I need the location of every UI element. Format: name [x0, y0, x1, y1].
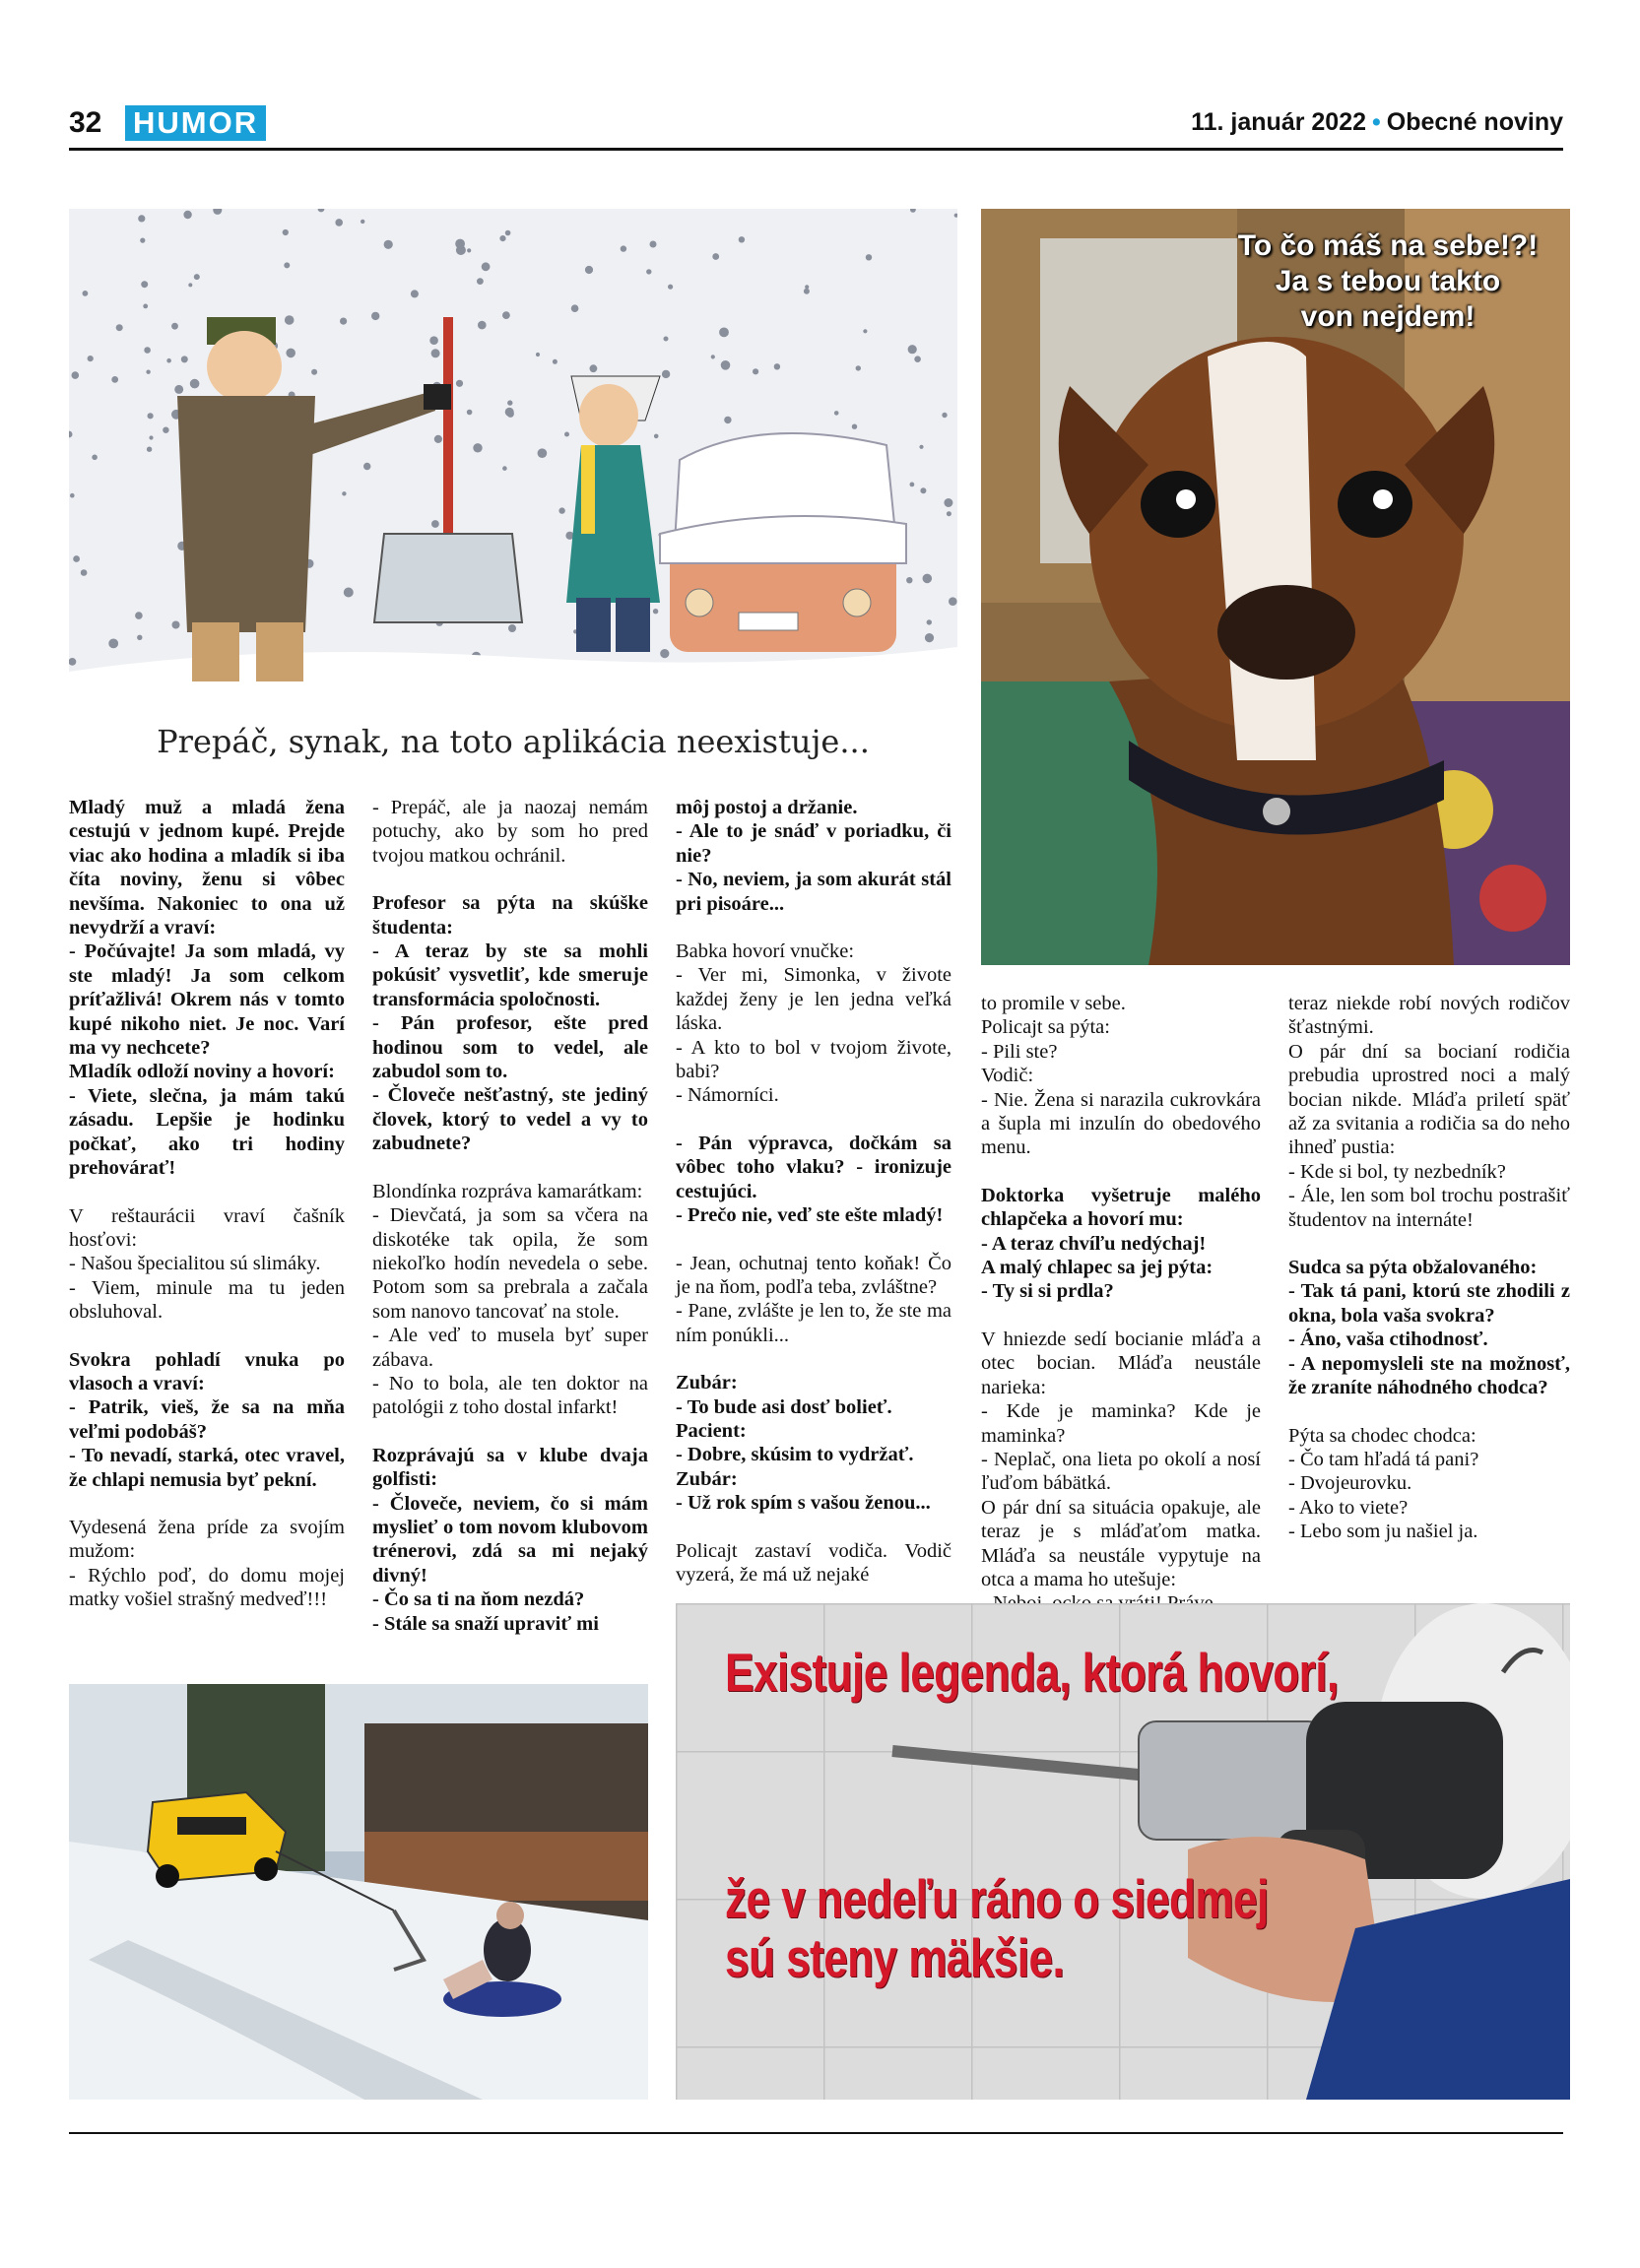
snowflake	[863, 329, 867, 333]
joke-line: O pár dní sa bocianí rodičia prebudia uprostred noci a malý bocian nikde. Mláďa priletí späť až za svitania a rodičia sa do neho ihneď pustia:	[1288, 1040, 1570, 1159]
joke-line: - Ako to viete?	[1288, 1496, 1409, 1519]
snowflake	[342, 491, 346, 495]
joke-line: - Pili ste?	[981, 1040, 1058, 1063]
snowflake	[536, 353, 540, 356]
snowflake	[927, 619, 932, 624]
drill-caption-line-2: že v nedeľu ráno o siedmej	[725, 1869, 1269, 1930]
snowflake	[363, 463, 370, 470]
snowflake	[81, 569, 88, 576]
dog-caption-line-3: von nejdem!	[1300, 300, 1476, 333]
snowflake	[166, 358, 171, 363]
text-column-1	[69, 796, 345, 1636]
joke-line: - To nevadí, starká, otec vravel, že chlapi nemusia byť pekní.	[69, 1445, 345, 1491]
snowflake	[923, 574, 933, 584]
snowflake	[135, 612, 143, 619]
sleigh-photo	[69, 1684, 648, 2100]
snowflake	[654, 434, 659, 439]
snowflake	[284, 262, 290, 268]
snowflake	[286, 349, 295, 358]
snowflake	[283, 229, 289, 235]
joke-paragraph	[676, 1371, 951, 1515]
joke-line: - Kde je maminka? Kde je maminka?	[981, 1400, 1261, 1447]
joke-paragraph	[1288, 1424, 1570, 1544]
joke-line: - Človeče, neviem, čo si mám myslieť o tom novom klubovom trénerovi, zdá sa mi nejaký divný!	[372, 1492, 648, 1587]
joke-line: - Dvojeurovku.	[1288, 1472, 1412, 1495]
joke-line: - Ale veď to musela byť super zábava.	[372, 1325, 648, 1371]
snowflake	[925, 633, 934, 642]
joke-paragraph	[676, 1132, 951, 1228]
joke-line: môj postoj a držanie.	[676, 797, 858, 818]
publication-name: Obecné noviny	[1386, 108, 1563, 136]
snowflake	[711, 355, 715, 358]
text-column-3	[676, 796, 951, 1610]
snowflake	[172, 621, 180, 629]
snowflake	[174, 385, 183, 394]
snowflake	[942, 413, 947, 418]
sleigh-photo-illustration	[69, 1684, 648, 2100]
joke-line: - Pán výpravca, dočkám sa vôbec toho vlaku? - ironizuje cestujúci.	[676, 1132, 951, 1202]
joke-line: - A nepomysleli ste na možnosť, že zraníte náhodného chodca?	[1288, 1352, 1570, 1399]
snowflake	[558, 507, 564, 513]
footer-rule	[69, 2132, 1563, 2134]
joke-line: - Prepáč, ale ja naozaj nemám potuchy, ako by som ho pred tvojou matkou ochránil.	[372, 797, 648, 867]
snowflake	[88, 356, 94, 361]
joke-line: Policajt sa pýta:	[981, 1016, 1110, 1039]
drill-caption-line-1: Existuje legenda, ktorá hovorí,	[725, 1643, 1339, 1704]
snowflake	[384, 240, 393, 249]
joke-line: - Počúvajte! Ja som mladá, vy ste mladý! Ja som celkom príťažlivá! Okrem nás v tomto kupé nikoho niet. Je noc. Varí ma vy nechcete?	[69, 940, 345, 1060]
snow-cartoon-illustration	[69, 209, 957, 778]
joke-line: V reštaurácii vraví čašník hosťovi:	[69, 1204, 345, 1251]
joke-line: - A kto to bol v tvojom živote, babi?	[676, 1036, 951, 1083]
snowflake	[434, 435, 442, 443]
joke-paragraph	[981, 992, 1261, 1160]
joke-line: - Rýchlo poď, do domu mojej matky vošiel strašný medveď!!!	[69, 1564, 345, 1611]
snowflake	[505, 230, 511, 236]
snowflake	[146, 370, 150, 374]
dog-caption	[1225, 228, 1550, 335]
snowflake	[664, 337, 669, 342]
snowflake	[866, 254, 872, 260]
snowflake	[856, 365, 861, 370]
joke-line: - Ale to je snáď v poriadku, či nie?	[676, 820, 951, 867]
joke-line: - A teraz chvíľu nedýchaj!	[981, 1232, 1207, 1255]
joke-line: Doktorka vyšetruje malého chlapčeka a hovorí mu:	[981, 1184, 1261, 1231]
cartoon-caption: Prepáč, synak, na toto aplikácia neexistuje...	[157, 723, 870, 760]
snowflake	[571, 304, 579, 312]
dog-caption-line-2: Ja s tebou takto	[1275, 265, 1501, 297]
section-label: HUMOR	[125, 105, 266, 141]
snowflake	[719, 328, 729, 338]
joke-line: - Pán profesor, ešte pred hodinou som to vedel, ale zabudol som to.	[372, 1012, 648, 1083]
joke-paragraph	[69, 1516, 345, 1612]
snowflake	[949, 597, 957, 606]
snowflake	[311, 369, 317, 375]
joke-line: - Pane, zvlášte je len to, že ste ma ním ponúkli...	[676, 1300, 951, 1346]
joke-line: - Nie. Žena si narazila cukrovkára a šupla mi inzulín do obedového menu.	[981, 1088, 1261, 1159]
snowflake	[188, 283, 192, 287]
joke-paragraph	[372, 796, 648, 868]
snowflake	[83, 291, 89, 296]
joke-line: Mladý muž a mladá žena cestujú v jednom kupé. Prejde viac ako hodina a mladík si iba číta noviny, ženu si vôbec nevšíma. Nakoniec to ona už nevydrží a vraví:	[69, 797, 345, 940]
snowflake	[739, 236, 745, 242]
snowflake	[585, 266, 593, 274]
snowflake	[149, 435, 153, 439]
snowflake	[116, 324, 123, 331]
snowflake	[721, 360, 731, 370]
snowflake	[906, 577, 912, 583]
joke-line: - Viem, minule ma tu jeden obsluhoval.	[69, 1276, 345, 1324]
joke-line: Mladík odloží noviny a hovorí:	[69, 1061, 335, 1083]
snowflake	[920, 487, 926, 493]
snowflake	[564, 432, 569, 437]
snowflake	[553, 359, 558, 364]
snowflake	[467, 410, 473, 416]
joke-paragraph	[372, 891, 648, 1155]
snowflake	[181, 356, 188, 362]
snowflake	[502, 466, 507, 471]
snowflake	[144, 347, 151, 354]
snowflake	[467, 248, 471, 252]
joke-line: Vodič:	[981, 1065, 1034, 1087]
joke-paragraph	[69, 1204, 345, 1325]
joke-line: Svokra pohladí vnuka po vlasoch a vraví:	[69, 1348, 345, 1394]
snowflake	[805, 285, 809, 289]
joke-line: - No, neviem, ja som akurát stál pri pisoáre...	[676, 869, 951, 915]
joke-line: A malý chlapec sa jej pýta:	[981, 1257, 1214, 1279]
snowflake	[919, 445, 923, 449]
snowflake	[473, 443, 482, 452]
joke-line: - Človeče nešťastný, ste jediný človek, ktorý to vedel a vy to zabudnete?	[372, 1084, 648, 1155]
snowflake	[499, 235, 505, 241]
snowflake	[502, 311, 510, 319]
snowflake	[662, 370, 670, 378]
snowflake	[137, 635, 142, 640]
joke-line: - Čo sa ti na ňom nezdá?	[372, 1588, 585, 1611]
snowflake	[910, 483, 915, 487]
snowflake	[431, 349, 440, 357]
joke-line: O pár dní sa situácia opakuje, ale teraz je s mláďaťom matka. Mláďa sa neustále vypytuje na otca a mama ho utešuje:	[981, 1496, 1261, 1590]
snowflake	[344, 588, 354, 598]
snowflake	[140, 238, 145, 243]
joke-line: - Našou špecialitou sú slimáky.	[69, 1253, 321, 1275]
joke-line: - Áno, vaša ctihodnosť.	[1288, 1328, 1488, 1351]
joke-line: - Stále sa snaží upraviť mi	[372, 1612, 599, 1635]
joke-line: - Kde si bol, ty nezbedník?	[1288, 1160, 1506, 1183]
joke-paragraph	[676, 1252, 951, 1348]
joke-line: Rozprávajú sa v klube dvaja golfisti:	[372, 1444, 648, 1491]
snowflake	[361, 220, 364, 224]
snowflake	[477, 278, 484, 285]
joke-line: - Už rok spím s vašou ženou...	[676, 1492, 931, 1515]
joke-line: V hniezde sedí bocianie mláďa a otec bocian. Mláďa neustále narieka:	[981, 1328, 1261, 1398]
joke-line: - Jean, ochutnaj tento koňak! Čo je na ňom, podľa teba, zvláštne?	[676, 1252, 951, 1298]
snowflake	[111, 376, 118, 383]
snowflake	[590, 364, 598, 372]
snowflake	[646, 269, 651, 274]
snowflake	[668, 285, 673, 290]
snowflake	[834, 411, 839, 416]
issue-date: 11. január 2022	[1191, 108, 1367, 136]
joke-line: - Neplač, ona lieta po okolí a nosí ľuďom bábätká.	[981, 1448, 1261, 1495]
snowflake	[285, 315, 295, 325]
text-column-4	[981, 992, 1261, 1640]
snowflake	[774, 363, 780, 369]
joke-line: Policajt zastaví vodiča. Vodič vyzerá, že má už nejaké	[676, 1539, 951, 1586]
joke-paragraph	[372, 1180, 648, 1420]
snowflake	[724, 417, 731, 423]
snowflake	[411, 290, 419, 297]
snowflake	[650, 241, 657, 248]
snowflake	[108, 639, 118, 649]
joke-line: Zubár:	[676, 1372, 738, 1394]
joke-paragraph	[1288, 992, 1570, 1232]
snowflake	[72, 371, 80, 379]
separator-dot: •	[1372, 108, 1381, 136]
joke-paragraph	[69, 1348, 345, 1492]
joke-paragraph	[676, 796, 951, 916]
snowflake	[660, 649, 669, 658]
dog-photo	[981, 209, 1570, 965]
dog-caption-line-1: To čo máš na sebe!?!	[1237, 229, 1539, 262]
snowflake	[143, 304, 148, 309]
snowflake	[908, 345, 917, 354]
snowflake	[852, 424, 857, 429]
snowflake	[653, 609, 658, 614]
snowflake	[163, 427, 168, 433]
joke-line: teraz niekde robí nových rodičov šťastnými.	[1288, 993, 1570, 1039]
snowflake	[141, 281, 148, 288]
joke-line: Blondínka rozpráva kamarátkam:	[372, 1180, 643, 1202]
joke-line: - Prečo nie, veď ste ešte mladý!	[676, 1204, 944, 1227]
snowflake	[478, 321, 487, 330]
joke-line: - Čo tam hľadá tá pani?	[1288, 1448, 1479, 1470]
snowflake	[371, 312, 379, 320]
snowflake	[482, 262, 491, 271]
snowflake	[340, 318, 347, 325]
joke-line: - Dobre, skúsim to vydržať.	[676, 1444, 914, 1466]
snowflake	[507, 400, 512, 405]
joke-line: - Ále, len som bol trochu postrašiť študentov na internáte!	[1288, 1185, 1570, 1231]
joke-line: - Lebo som ju našiel ja.	[1288, 1521, 1478, 1543]
snowflake	[147, 447, 152, 452]
snowflake	[431, 520, 439, 528]
snowflake	[914, 356, 921, 362]
joke-paragraph	[372, 1444, 648, 1636]
masthead-right	[1191, 108, 1563, 137]
snowflake	[508, 624, 516, 632]
joke-line: - A teraz by ste sa mohli pokúsiť vysvetliť, kde smeruje transformácia spoločnosti.	[372, 940, 648, 1010]
joke-line: Babka hovorí vnučke:	[676, 940, 855, 963]
joke-paragraph	[981, 1328, 1261, 1616]
joke-line: - Ver mi, Simonka, v živote každej ženy je len jedna veľká láska.	[676, 964, 951, 1035]
snowflake	[429, 336, 438, 345]
text-column-2	[372, 796, 648, 1659]
snowflake	[92, 455, 98, 461]
joke-line: Vydesená žena príde za svojím mužom:	[69, 1516, 345, 1563]
joke-paragraph	[676, 940, 951, 1108]
snowflake	[183, 211, 191, 219]
joke-paragraph	[981, 1184, 1261, 1304]
drill-photo	[676, 1603, 1570, 2100]
joke-line: - Patrik, vieš, že sa na mňa veľmi podobáš?	[69, 1396, 345, 1443]
joke-line: - Tak tá pani, ktorú ste zhodili z okna, bola vaša svokra?	[1288, 1280, 1570, 1327]
snow-cartoon	[69, 209, 957, 778]
snowflake	[804, 289, 810, 294]
snowflake	[621, 245, 626, 251]
joke-line: - To bude asi dosť bolieť.	[676, 1395, 892, 1418]
joke-line: Pýta sa chodec chodca:	[1288, 1424, 1476, 1447]
snowflake	[712, 253, 719, 260]
joke-line: Sudca sa pýta obžalovaného:	[1288, 1257, 1538, 1279]
snowflake	[190, 379, 200, 389]
joke-line: - Viete, slečna, ja mám takú zásadu. Lepšie je hodinku počkať, ako tri hodiny prehovárať!	[69, 1084, 345, 1180]
snowflake	[753, 368, 758, 374]
snowflake	[455, 239, 465, 249]
joke-line: - Námorníci.	[676, 1084, 779, 1107]
snowflake	[194, 274, 200, 280]
joke-line: - No to bola, ale ten doktor na patológii z toho dostal infarkt!	[372, 1372, 648, 1419]
snowflake	[947, 511, 951, 516]
drill-caption-line-3: sú steny mäkšie.	[725, 1928, 1065, 1989]
joke-line: - Ty si si prdla?	[981, 1280, 1114, 1303]
joke-paragraph	[69, 796, 345, 1181]
joke-line: Profesor sa pýta na skúške študenta:	[372, 892, 648, 939]
joke-paragraph	[676, 1539, 951, 1588]
snowflake	[944, 498, 952, 507]
snowflake	[538, 448, 548, 458]
snowflake	[70, 493, 75, 498]
snowflake	[507, 411, 514, 418]
page-number: 32	[69, 106, 102, 139]
snowflake	[73, 555, 80, 562]
joke-paragraph	[1288, 1256, 1570, 1399]
text-column-5	[1288, 992, 1570, 1568]
snowflake	[456, 380, 463, 387]
snowflake	[148, 413, 154, 419]
joke-line: - Dievčatá, ja som sa včera na diskotéke tak opila, že som niekoľko hodín nevedela o sebe. Potom som sa prebrala a začala som nanovo tancovať na stole.	[372, 1204, 648, 1323]
snowflake	[335, 219, 343, 227]
snowflake	[171, 323, 178, 330]
snowflake	[138, 215, 145, 222]
joke-line: to promile v sebe.	[981, 993, 1126, 1014]
joke-line: Pacient:	[676, 1419, 747, 1442]
joke-line: Zubár:	[676, 1467, 738, 1490]
header-rule	[69, 148, 1563, 151]
